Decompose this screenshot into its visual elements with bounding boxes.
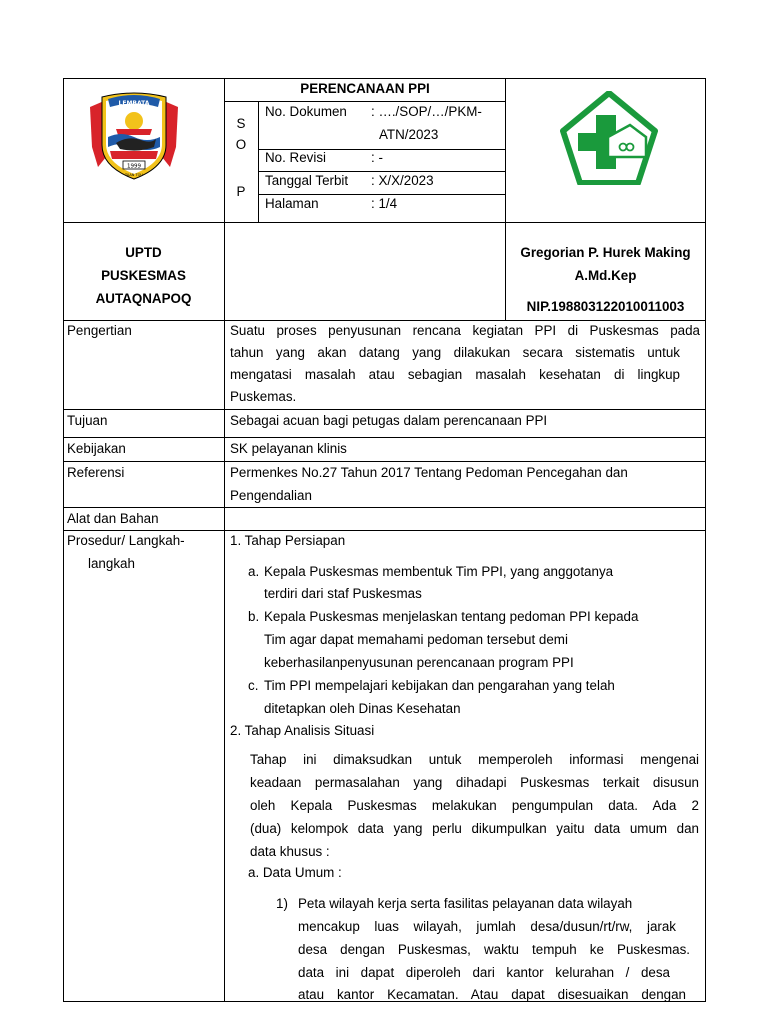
step-1b-line: keberhasilanpenyusunan perencanaan program PPI — [264, 655, 574, 670]
document-title: PERENCANAAN PPI — [300, 81, 430, 96]
item-1-line: mencakup luas wilayah, jumlah desa/dusun/rt/rw, jarak — [298, 919, 676, 934]
sop-letter-o: O — [235, 137, 247, 152]
doc-number-value-cont: ATN/2023 — [379, 127, 439, 142]
signatory-title: A.Md.Kep — [574, 268, 637, 283]
step-2-paragraph-line: oleh Kepala Puskesmas melakukan pengumpulan data. Ada 2 — [250, 798, 699, 813]
step-2-paragraph-line: (dua) kelompok data yang perlu dikumpulkan yaitu data umum dan — [250, 821, 699, 836]
doc-number-value: : …./SOP/…/PKM- — [371, 104, 482, 119]
org-line-3: AUTAQNAPOQ — [95, 291, 192, 306]
tujuan-text: Sebagai acuan bagi petugas dalam perencanaan PPI — [230, 413, 548, 428]
crest-banner-text: LEMBATA — [118, 100, 150, 107]
step-2-paragraph-line: keadaan permasalahan yang dihadapi Puskesmas terkait disusun — [250, 775, 699, 790]
item-1-line: atau kantor Kecamatan. Atau dapat disesuaikan dengan — [298, 987, 686, 1002]
step-2-paragraph-line: Tahap ini dimaksudkan untuk memperoleh informasi mengenai — [250, 752, 699, 767]
row-label-tujuan: Tujuan — [67, 413, 108, 428]
item-1-line: data ini dapat diperoleh dari kantor kelurahan / desa — [298, 965, 670, 980]
puskesmas-logo — [560, 91, 658, 185]
pengertian-line: mengatasi masalah atau sebagian masalah kesehatan di lingkup — [230, 367, 680, 382]
signatory-name: Gregorian P. Hurek Making — [520, 245, 691, 260]
crest-year-text: 1999 — [127, 163, 141, 170]
step-1-title: 1. Tahap Persiapan — [230, 533, 346, 548]
table-border-top — [63, 78, 706, 79]
org-line-2: PUSKESMAS — [101, 268, 186, 283]
revision-value: : - — [371, 150, 383, 165]
signatory-nip: NIP.198803122010011003 — [526, 299, 685, 314]
referensi-line-2: Pengendalian — [230, 488, 312, 503]
pengertian-line-last: Puskemas. — [230, 389, 297, 404]
table-rule — [63, 320, 706, 321]
pengertian-line: Suatu proses penyusunan rencana kegiatan PPI di Puskesmas pada — [230, 323, 700, 338]
step-1b-marker: b. — [248, 609, 260, 624]
table-col-divider — [224, 78, 225, 1002]
sop-letter-s: S — [236, 116, 246, 131]
org-line-1: UPTD — [125, 245, 162, 260]
table-rule — [63, 222, 706, 223]
step-1a-line: terdiri dari staf Puskesmas — [264, 586, 422, 601]
step-1c-line: ditetapkan oleh Dinas Kesehatan — [264, 701, 461, 716]
item-1-marker: 1) — [276, 896, 288, 911]
step-1a-marker: a. — [248, 564, 260, 579]
item-1-line: Peta wilayah kerja serta fasilitas pelayanan data wilayah — [298, 896, 633, 911]
table-col-divider — [258, 101, 259, 222]
revision-label: No. Revisi — [265, 150, 327, 165]
item-1-line: desa dengan Puskesmas, waktu tempuh ke Puskesmas. — [298, 942, 690, 957]
table-border-left — [63, 78, 64, 1002]
page-value: : 1/4 — [371, 196, 398, 211]
step-1c-marker: c. — [248, 678, 259, 693]
step-1a-line: Kepala Puskesmas membentuk Tim PPI, yang anggotanya — [264, 564, 614, 579]
table-rule — [63, 507, 706, 508]
row-label-pengertian: Pengertian — [67, 323, 132, 338]
kebijakan-text: SK pelayanan klinis — [230, 441, 347, 456]
row-label-prosedur: Prosedur/ Langkah- — [67, 533, 185, 548]
issue-date-label: Tanggal Terbit — [265, 173, 349, 188]
table-rule — [63, 409, 706, 410]
lembata-crest-logo — [86, 87, 182, 183]
table-rule — [224, 101, 506, 102]
step-1b-line: Kepala Puskesmas menjelaskan tentang pedoman PPI kepada — [264, 609, 639, 624]
crest-motto-text: TAAN TOU — [125, 173, 143, 177]
step-1b-line: Tim agar dapat memahami pedoman tersebut demi — [264, 632, 568, 647]
pengertian-line: tahun yang akan datang yang dilakukan secara sistematis untuk — [230, 345, 680, 360]
table-rule — [63, 437, 706, 438]
page-label: Halaman — [265, 196, 319, 211]
row-label-referensi: Referensi — [67, 465, 125, 480]
data-umum-heading: a. Data Umum : — [248, 865, 342, 880]
table-rule — [63, 461, 706, 462]
row-label-alat: Alat dan Bahan — [67, 511, 159, 526]
referensi-line-1: Permenkes No.27 Tahun 2017 Tentang Pedoman Pencegahan dan — [230, 465, 628, 480]
doc-number-label: No. Dokumen — [265, 104, 347, 119]
issue-date-value: : X/X/2023 — [371, 173, 434, 188]
row-label-prosedur-cont: langkah — [88, 556, 135, 571]
row-label-kebijakan: Kebijakan — [67, 441, 126, 456]
step-2-title: 2. Tahap Analisis Situasi — [230, 723, 375, 738]
table-rule — [63, 530, 706, 531]
table-border-right — [705, 78, 706, 1002]
step-2-paragraph-last: data khusus : — [250, 844, 330, 859]
sop-letter-p: P — [236, 184, 246, 199]
step-1c-line: Tim PPI mempelajari kebijakan dan pengarahan yang telah — [264, 678, 615, 693]
